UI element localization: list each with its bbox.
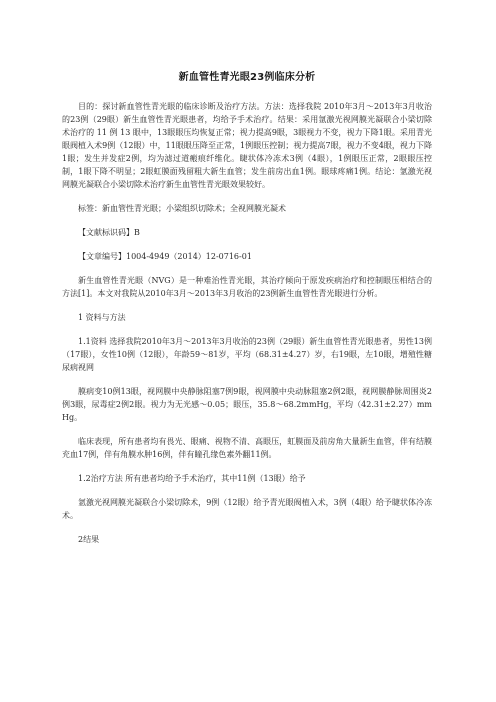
article-number-line: 【文章编号】1004-4949（2014）12-0716-01 xyxy=(78,252,252,261)
section-1-1-paragraph: 1.1资料 选择我院2010年3月～2013年3月收治的23例（29眼）新生血管性青光眼患者，男性13例（17眼），女性10例（12眼），年龄59～81岁，平均（68.31±4.27）岁，右19眼，左10眼，增殖性糖尿病视网 xyxy=(62,337,432,372)
section-1-heading: 1 资料与方法 xyxy=(78,313,126,322)
lesions-paragraph: 膜病变10例13眼，视网膜中央静脉阻塞7例9眼，视网膜中央动脉阻塞2例2眼，视网膜静脉周围炎2例3眼，尿毒症2例2眼。视力为无光感～0.05；眼压，35.8～68.2mmHg，平均（42.31±2.27）mmHg。 xyxy=(62,387,432,422)
abstract-paragraph: 目的：探讨新血管性青光眼的临床诊断及治疗方法。方法：选择我院 2010年3月～2013年3月收治的23例（29眼）新生血管性青光眼患者，均给予手术治疗。结果：采用氩激光视网膜光凝联合小梁切除术治疗的 11 例 13 眼中，13眼眼压均恢复正常；视力提高9眼，3眼视力不变，视力下降1眼。采用青光眼阀植入术9例（12眼）中，11眼眼压降至正常，1例眼压控制；视力提高7眼，视力不变4眼，视力下降1眼；发生并发症2例，均为滤过道瘢痕纤维化。睫状体冷冻术3例（4眼），1例眼压正常，2眼眼压控制，1眼下降不明显；2眼虹膜面残留粗大新生血管；发生前房出血1例。眼球疼痛1例。结论：氩激光视网膜光凝联合小梁切除术治疗新生血管性青光眼效果较好。 xyxy=(62,102,432,189)
method-continued-paragraph: 氩激光视网膜光凝联合小梁切除术，9例（12眼）给予青光眼阀植入术，3例（4眼）给予睫状体冷冻术。 xyxy=(62,498,432,520)
keywords-line: 标签：新血管性青光眼；小梁组织切除术；全视网膜光凝术 xyxy=(78,204,286,213)
intro-paragraph: 新生血管性青光眼（NVG）是一种难治性青光眼，其治疗倾向于原发疾病治疗和控制眼压相结合的方法[1]。本文对我院从2010年3月～2013年3月收治的23例新生血管性青光眼进行分析。 xyxy=(62,276,432,298)
article-title: 新血管性青光眼23例临床分析 xyxy=(178,72,316,83)
section-1-2-paragraph: 1.2治疗方法 所有患者均给予手术治疗，其中11例（13眼）给予 xyxy=(78,474,306,483)
section-2-heading: 2结果 xyxy=(78,535,100,544)
document-code-line: 【文献标识码】B xyxy=(78,228,140,237)
clinical-paragraph: 临床表现，所有患者均有畏光、眼痛、视物不清、高眼压，虹膜面及前房角大量新生血管，伴有结膜充血17例，伴有角膜水肿16例，伴有瞳孔缘色素外翻11例。 xyxy=(62,437,432,459)
document-page xyxy=(62,0,432,546)
